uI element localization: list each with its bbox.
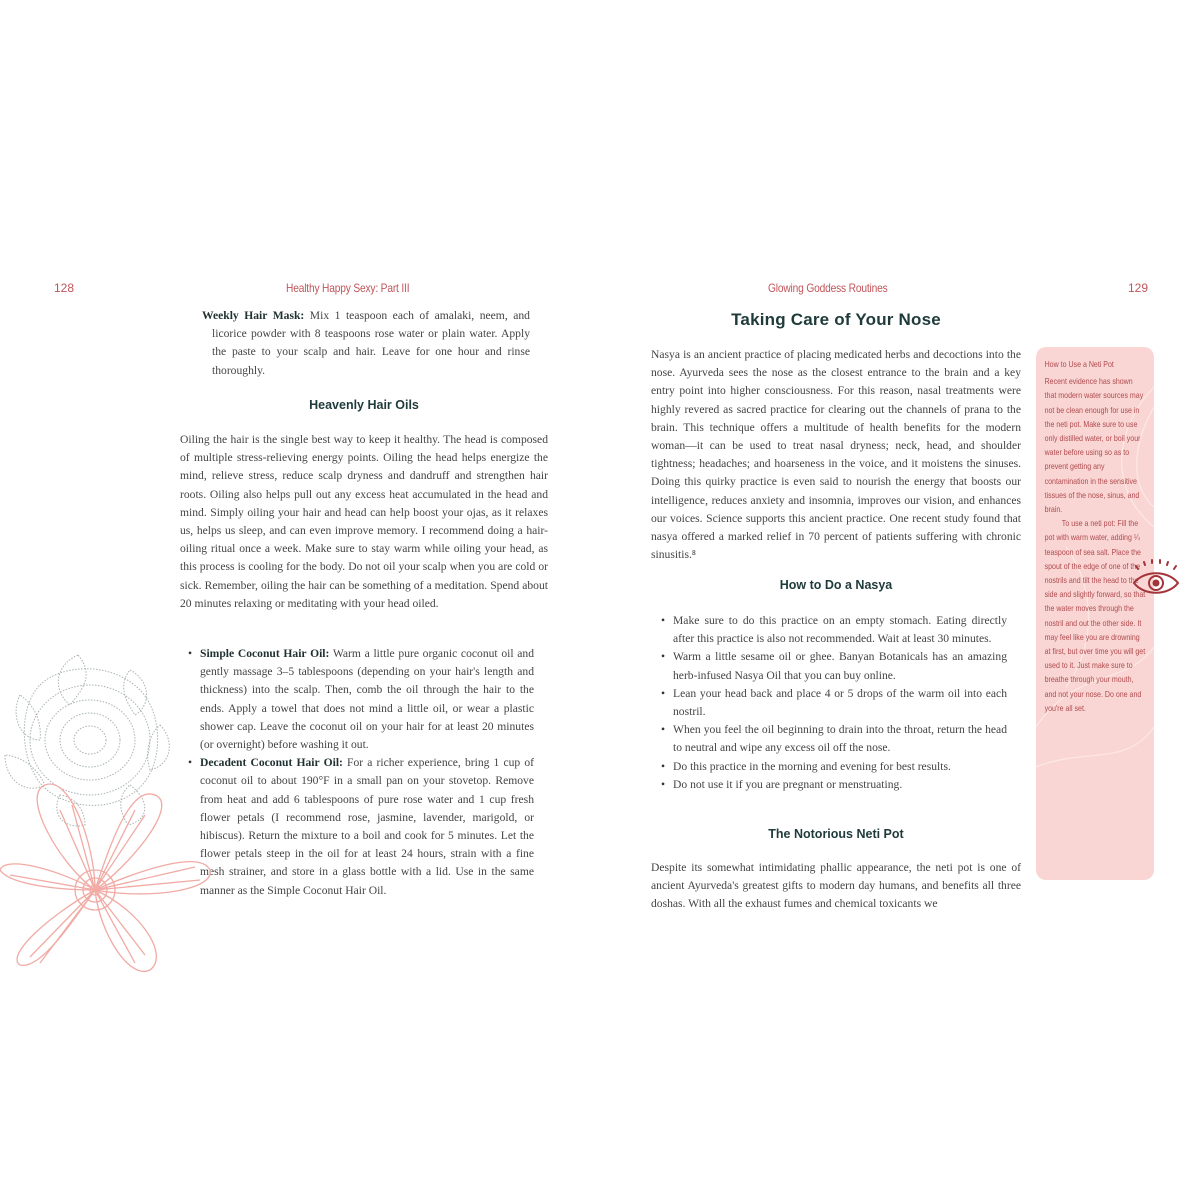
nasya-intro-paragraph: Nasya is an ancient practice of placing medicated herbs and decoctions into the nose. Ayurveda sees the nose as the closest entrance to the brain and a key entry point into higher consciousness. For this reason, nasal treatments were highly revered as sacred practice for clearing out the channels of prana to the brain. This technique offers a multitude of health benefits for the modern woman—it can be used to treat nasal dryness; neck, head, and shoulder tightness; headaches; and hoarseness in the voice, and it moistens the sinuses. Doing this quirky practice is even said to nourish the energy that boosts our intelligence, reduces anxiety and insomnia, improves our vision, and enhances our voices. Science supports this ancient practice. One recent study found that nasya offered a marked relief in 70 percent of patients suffering with chronic sinusitis.⁸ (651, 348, 1021, 562)
left-page-number: 128 (54, 281, 75, 295)
right-running-head: Glowing Goddess Routines (768, 281, 888, 295)
list-item: • When you feel the oil beginning to drain into the throat, return the head to neutral and wipe any excess oil off the nose. (661, 721, 1007, 757)
sidebar-title: How to Use a Neti Pot (1044, 360, 1114, 369)
list-item (188, 754, 534, 900)
succulent-flower-icon (5, 655, 169, 826)
list-item: • Warm a little sesame oil or ghee. Banyan Botanicals has an amazing herb-infused Nasya Oil that you can buy online. (661, 648, 1007, 684)
list-item (188, 645, 534, 754)
hair-oils-paragraph: Oiling the hair is the single best way to keep it healthy. The head is composed of multiple stress-relieving energy points. Oiling the head helps energize the mind, relieve stress, reduce scalp dryness and dandruff and strengthen hair roots. Oiling also helps pull out any excess heat accumulated in the head and mind. Simply oiling your hair and head can help boost your ojas, as it relaxes us, helps us sleep, and can even improve memory. I recommend doing a hair-oiling ritual once a week. Make sure to stay warm while oiling your head, as this process is cooling for the body. Do not oil your scalp when you are cold or sick. Remember, oiling the hair can be something of a meditation. Spend about 20 minutes relaxing or meditating with your head oiled. (180, 433, 548, 610)
section-heading-how-to-nasya: How to Do a Nasya (779, 578, 893, 592)
recipe-text: Warm a little pure organic coconut oil and gently massage 3–5 tablespoons (depending on your hair's length and thickness) into the scalp. Then, comb the oil through the hair to the ends. Apply a towel that does not mind a little oil, or wear a plastic shower cap. Leave the coconut oil on your hair for at least 20 minutes (or overnight) before washing it out. (200, 647, 535, 752)
outline-flower-icon (0, 784, 210, 971)
weekly-hair-mask-label: Weekly Hair Mask: (202, 309, 305, 322)
list-item: • Do this practice in the morning and evening for best results. (661, 758, 1007, 776)
list-item: • Do not use it if you are pregnant or menstruating. (661, 776, 1007, 794)
list-item: • Make sure to do this practice on an empty stomach. Eating directly after this practice is also not recommended. Wait at least 30 minutes. (661, 612, 1007, 648)
left-running-head: Healthy Happy Sexy: Part III (286, 281, 410, 295)
page-title: Taking Care of Your Nose (731, 310, 941, 329)
weekly-hair-mask-text: Mix 1 teaspoon each of amalaki, neem, and licorice powder with 8 teaspoons rose water or plain water. Apply the paste to your scalp and hair. Leave for one hour and rinse thoroughly. (212, 309, 530, 377)
sidebar-paragraph: To use a neti pot: Fill the pot with warm water, adding ¼ teaspoon of sea salt. Place the spout of the edge of one of the nostrils and tilt the head to the side and slightly forward, so that the water moves through the nostril and out the other side. It may feel like you are drowning at first, but over time you will get used to it. Just make sure to breathe through your mouth, and not your nose. Do one and you're all set. (1044, 519, 1146, 713)
recipe-text: For a richer experience, bring 1 cup of coconut oil to about 190°F in a small pan on your stovetop. Remove from heat and add 6 tablespoons of pure rose water and 1 cup fresh flower petals (I recommend rose, jasmine, lavender, marigold, or hibiscus). Return the mixture to a boil and cook for 5 minutes. Let the flower petals steep in the oil for at least 24 hours, strain with a fine mesh strainer, and store in a glass bottle with a lid. Use in the same manner as the Simple Coconut Hair Oil. (200, 756, 534, 897)
recipe-label: Simple Coconut Hair Oil: (200, 647, 330, 660)
list-item: • Lean your head back and place 4 or 5 drops of the warm oil into each nostril. (661, 685, 1007, 721)
neti-pot-paragraph: Despite its somewhat intimidating phallic appearance, the neti pot is one of ancient Ayurveda's greatest gifts to modern day humans, and benefits all three doshas. With all the exhaust fumes and chemical toxicants we (651, 861, 1021, 911)
flower-illustration (0, 645, 220, 975)
nasya-steps-list (661, 612, 1007, 794)
section-heading-neti-pot: The Notorious Neti Pot (768, 827, 904, 841)
sidebar-content (1036, 347, 1153, 724)
recipe-label: Decadent Coconut Hair Oil: (200, 756, 343, 770)
weekly-hair-mask (202, 307, 530, 380)
eye-icon (1130, 556, 1182, 602)
right-page-number: 129 (1128, 281, 1149, 295)
sidebar-paragraph: Recent evidence has shown that modern water sources may not be clean enough for use in the neti pot. Make sure to use only distilled water, or boil your water before using so as to prevent getting any contamination in the sensitive tissues of the nose, sinus, and brain. (1044, 377, 1144, 515)
section-heading-hair-oils: Heavenly Hair Oils (309, 398, 419, 412)
hair-oil-recipes-list (188, 645, 534, 900)
neti-pot-sidebar (1036, 347, 1154, 880)
